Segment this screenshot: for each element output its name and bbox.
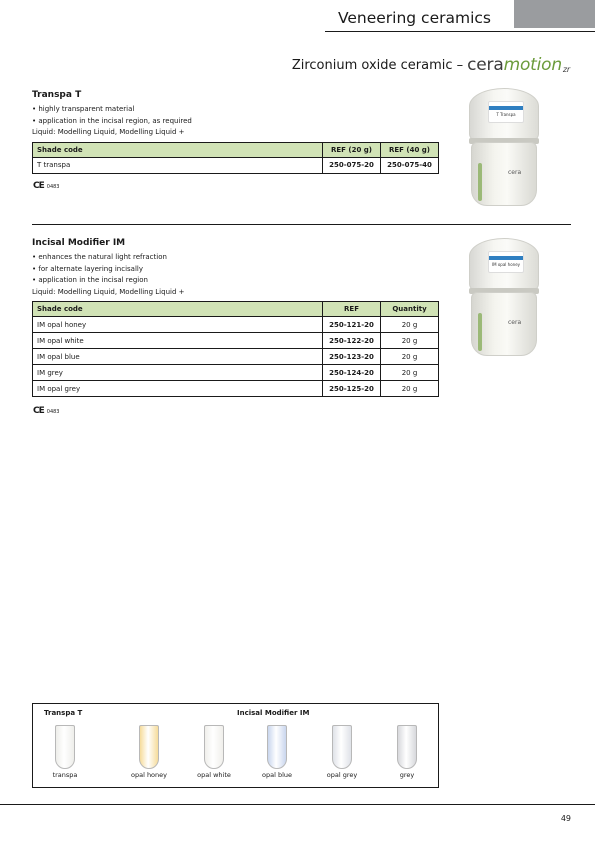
product-transpa-t bbox=[32, 90, 439, 174]
table-header-row bbox=[33, 142, 439, 157]
ceramotion-logo bbox=[467, 55, 570, 75]
panel-title-incisal: Incisal Modifier IM bbox=[237, 709, 310, 717]
footer-rule bbox=[0, 804, 595, 805]
header-grey-tab bbox=[514, 0, 595, 28]
swatch-grey bbox=[397, 725, 417, 769]
col-ref-40: REF (40 g) bbox=[381, 142, 439, 157]
cell-ref: 250-075-40 bbox=[381, 157, 439, 173]
jar-logo: cera bbox=[508, 319, 522, 326]
swatch-label: opal white bbox=[197, 771, 231, 779]
section-title: Veneering ceramics bbox=[337, 9, 491, 27]
table-row bbox=[33, 157, 439, 173]
header-rule bbox=[325, 31, 595, 32]
incisal-modifier-table bbox=[32, 301, 439, 397]
brand-accent: motion bbox=[503, 55, 562, 75]
col-shade-code: Shade code bbox=[33, 142, 323, 157]
ce-logo: CE bbox=[33, 181, 44, 191]
panel-title-transpa: Transpa T bbox=[44, 709, 83, 717]
table-row: IM opal grey 250-125-20 20 g bbox=[33, 381, 439, 397]
col-ref: REF bbox=[323, 302, 381, 317]
product-incisal-modifier bbox=[32, 238, 439, 397]
col-shade-code: Shade code bbox=[33, 302, 323, 317]
bullet-item: • enhances the natural light refraction bbox=[32, 253, 167, 261]
col-ref-20: REF (20 g) bbox=[323, 142, 381, 157]
swatch-label: opal grey bbox=[326, 771, 358, 779]
table-row: IM grey 250-124-20 20 g bbox=[33, 365, 439, 381]
jar-body bbox=[471, 142, 537, 206]
swatch-label: transpa bbox=[52, 771, 78, 779]
swatch-opal-grey bbox=[332, 725, 352, 769]
section-divider bbox=[32, 224, 571, 225]
col-quantity: Quantity bbox=[381, 302, 439, 317]
cell-ref: 250-075-20 bbox=[323, 157, 381, 173]
ce-mark bbox=[33, 181, 60, 191]
table-row: IM opal white 250-122-20 20 g bbox=[33, 333, 439, 349]
swatch-label: opal blue bbox=[261, 771, 292, 779]
jar-stripe bbox=[478, 163, 482, 201]
table-header-row bbox=[33, 302, 439, 317]
subtitle-row bbox=[230, 52, 570, 78]
incisal-modifier-jar-image bbox=[469, 238, 539, 358]
table-row: IM opal honey 250-121-20 20 g bbox=[33, 317, 439, 333]
cell-shade: T transpa bbox=[33, 157, 323, 173]
liquid-line: Liquid: Modelling Liquid, Modelling Liquid + bbox=[32, 287, 185, 296]
ce-mark bbox=[33, 406, 60, 416]
bullet-item: • for alternate layering incisally bbox=[32, 264, 144, 273]
swatch-opal-white bbox=[204, 725, 224, 769]
swatch-transpa bbox=[55, 725, 75, 769]
jar-label: IM opal honey bbox=[488, 251, 524, 273]
swatch-opal-blue bbox=[267, 725, 287, 769]
page-number: 49 bbox=[560, 814, 571, 823]
bullet-item: • application in the incisal region, as required bbox=[32, 116, 192, 125]
swatch-label: grey bbox=[399, 771, 415, 779]
jar-lid bbox=[469, 238, 539, 292]
ce-logo: CE bbox=[33, 406, 44, 416]
jar-stripe bbox=[478, 313, 482, 351]
product-title: Incisal Modifier IM bbox=[32, 238, 126, 248]
table-row: IM opal blue 250-123-20 20 g bbox=[33, 349, 439, 365]
jar-body bbox=[471, 292, 537, 356]
transpa-jar-image bbox=[469, 88, 539, 208]
product-title: Transpa T bbox=[32, 90, 82, 100]
ce-number: 0483 bbox=[46, 409, 60, 415]
jar-logo: cera bbox=[508, 169, 522, 176]
jar-label: T Transpa bbox=[488, 101, 524, 123]
jar-lid bbox=[469, 88, 539, 142]
brand-prefix: cera bbox=[467, 55, 504, 75]
ce-number: 0483 bbox=[46, 184, 60, 190]
swatch-opal-honey bbox=[139, 725, 159, 769]
bullet-item: • highly transparent material bbox=[32, 105, 135, 113]
subtitle: Zirconium oxide ceramic – bbox=[291, 57, 464, 73]
transpa-table bbox=[32, 142, 439, 174]
bullet-item: • application in the incisal region bbox=[32, 276, 148, 284]
swatch-label: opal honey bbox=[130, 771, 168, 779]
liquid-line: Liquid: Modelling Liquid, Modelling Liquid + bbox=[32, 128, 185, 136]
shade-swatch-panel bbox=[32, 703, 439, 788]
brand-suffix: zr bbox=[562, 65, 570, 74]
